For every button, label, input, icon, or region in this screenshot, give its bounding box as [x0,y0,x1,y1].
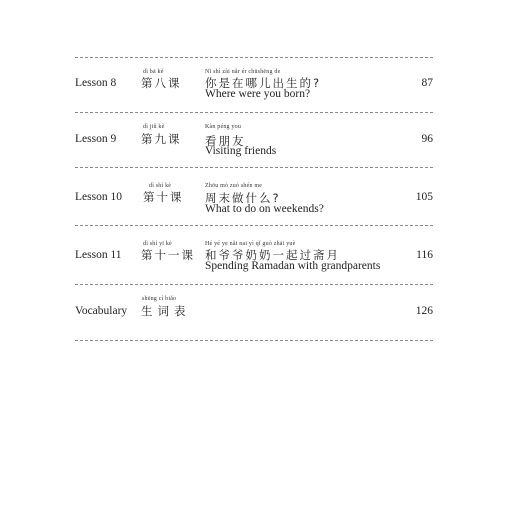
lesson-chinese: 生词表 [141,304,191,318]
title-chinese: 和爷爷奶奶一起过斋月 [205,248,340,262]
lesson-label: Vocabulary [75,305,128,317]
title-chinese: 看朋友 [205,134,246,148]
page-number: 87 [421,77,433,89]
toc-row-lesson-9[interactable] [75,112,433,167]
title-english: Visiting friends [205,145,277,157]
title-english: Spending Ramadan with grandparents [205,260,381,272]
title-chinese: 周末做什么? [205,191,281,205]
title-pinyin: Zhōu mò zuò shén me [205,183,263,189]
lesson-pinyin: dì jiǔ kè [143,124,165,130]
lesson-label: Lesson 8 [75,77,117,89]
page-number: 116 [416,249,433,261]
toc-row-lesson-11[interactable] [75,225,433,284]
lesson-chinese: 第十课 [143,190,184,204]
lesson-pinyin: dì shí kè [149,183,172,189]
toc-row-lesson-10[interactable] [75,167,433,225]
lesson-label: Lesson 9 [75,133,117,145]
lesson-pinyin: dì bā kè [143,69,164,75]
page-number: 96 [421,133,433,145]
page-number: 126 [415,305,433,317]
lesson-label: Lesson 10 [75,191,122,203]
lesson-pinyin: dì shí yī kè [143,241,172,247]
title-english: What to do on weekends? [205,203,324,215]
page-number: 105 [415,191,433,203]
lesson-pinyin: shēng cí biǎo [142,296,177,302]
table-of-contents [75,0,433,514]
divider [75,340,433,341]
toc-row-vocabulary[interactable] [75,284,433,340]
title-pinyin: Kàn péng you [205,124,242,130]
lesson-chinese: 第九课 [141,132,182,146]
lesson-chinese: 第十一课 [141,248,195,262]
title-chinese: 你是在哪儿出生的? [205,76,322,90]
title-pinyin: Nǐ shì zài nǎr ér chūshēng de [205,69,281,75]
title-pinyin: Hé yé ye nǎi nai yì qǐ guò zhāi yuè [205,241,296,247]
toc-row-lesson-8[interactable] [75,57,433,112]
lesson-label: Lesson 11 [75,249,122,261]
lesson-chinese: 第八课 [141,76,182,90]
title-english: Where were you born? [205,88,311,100]
